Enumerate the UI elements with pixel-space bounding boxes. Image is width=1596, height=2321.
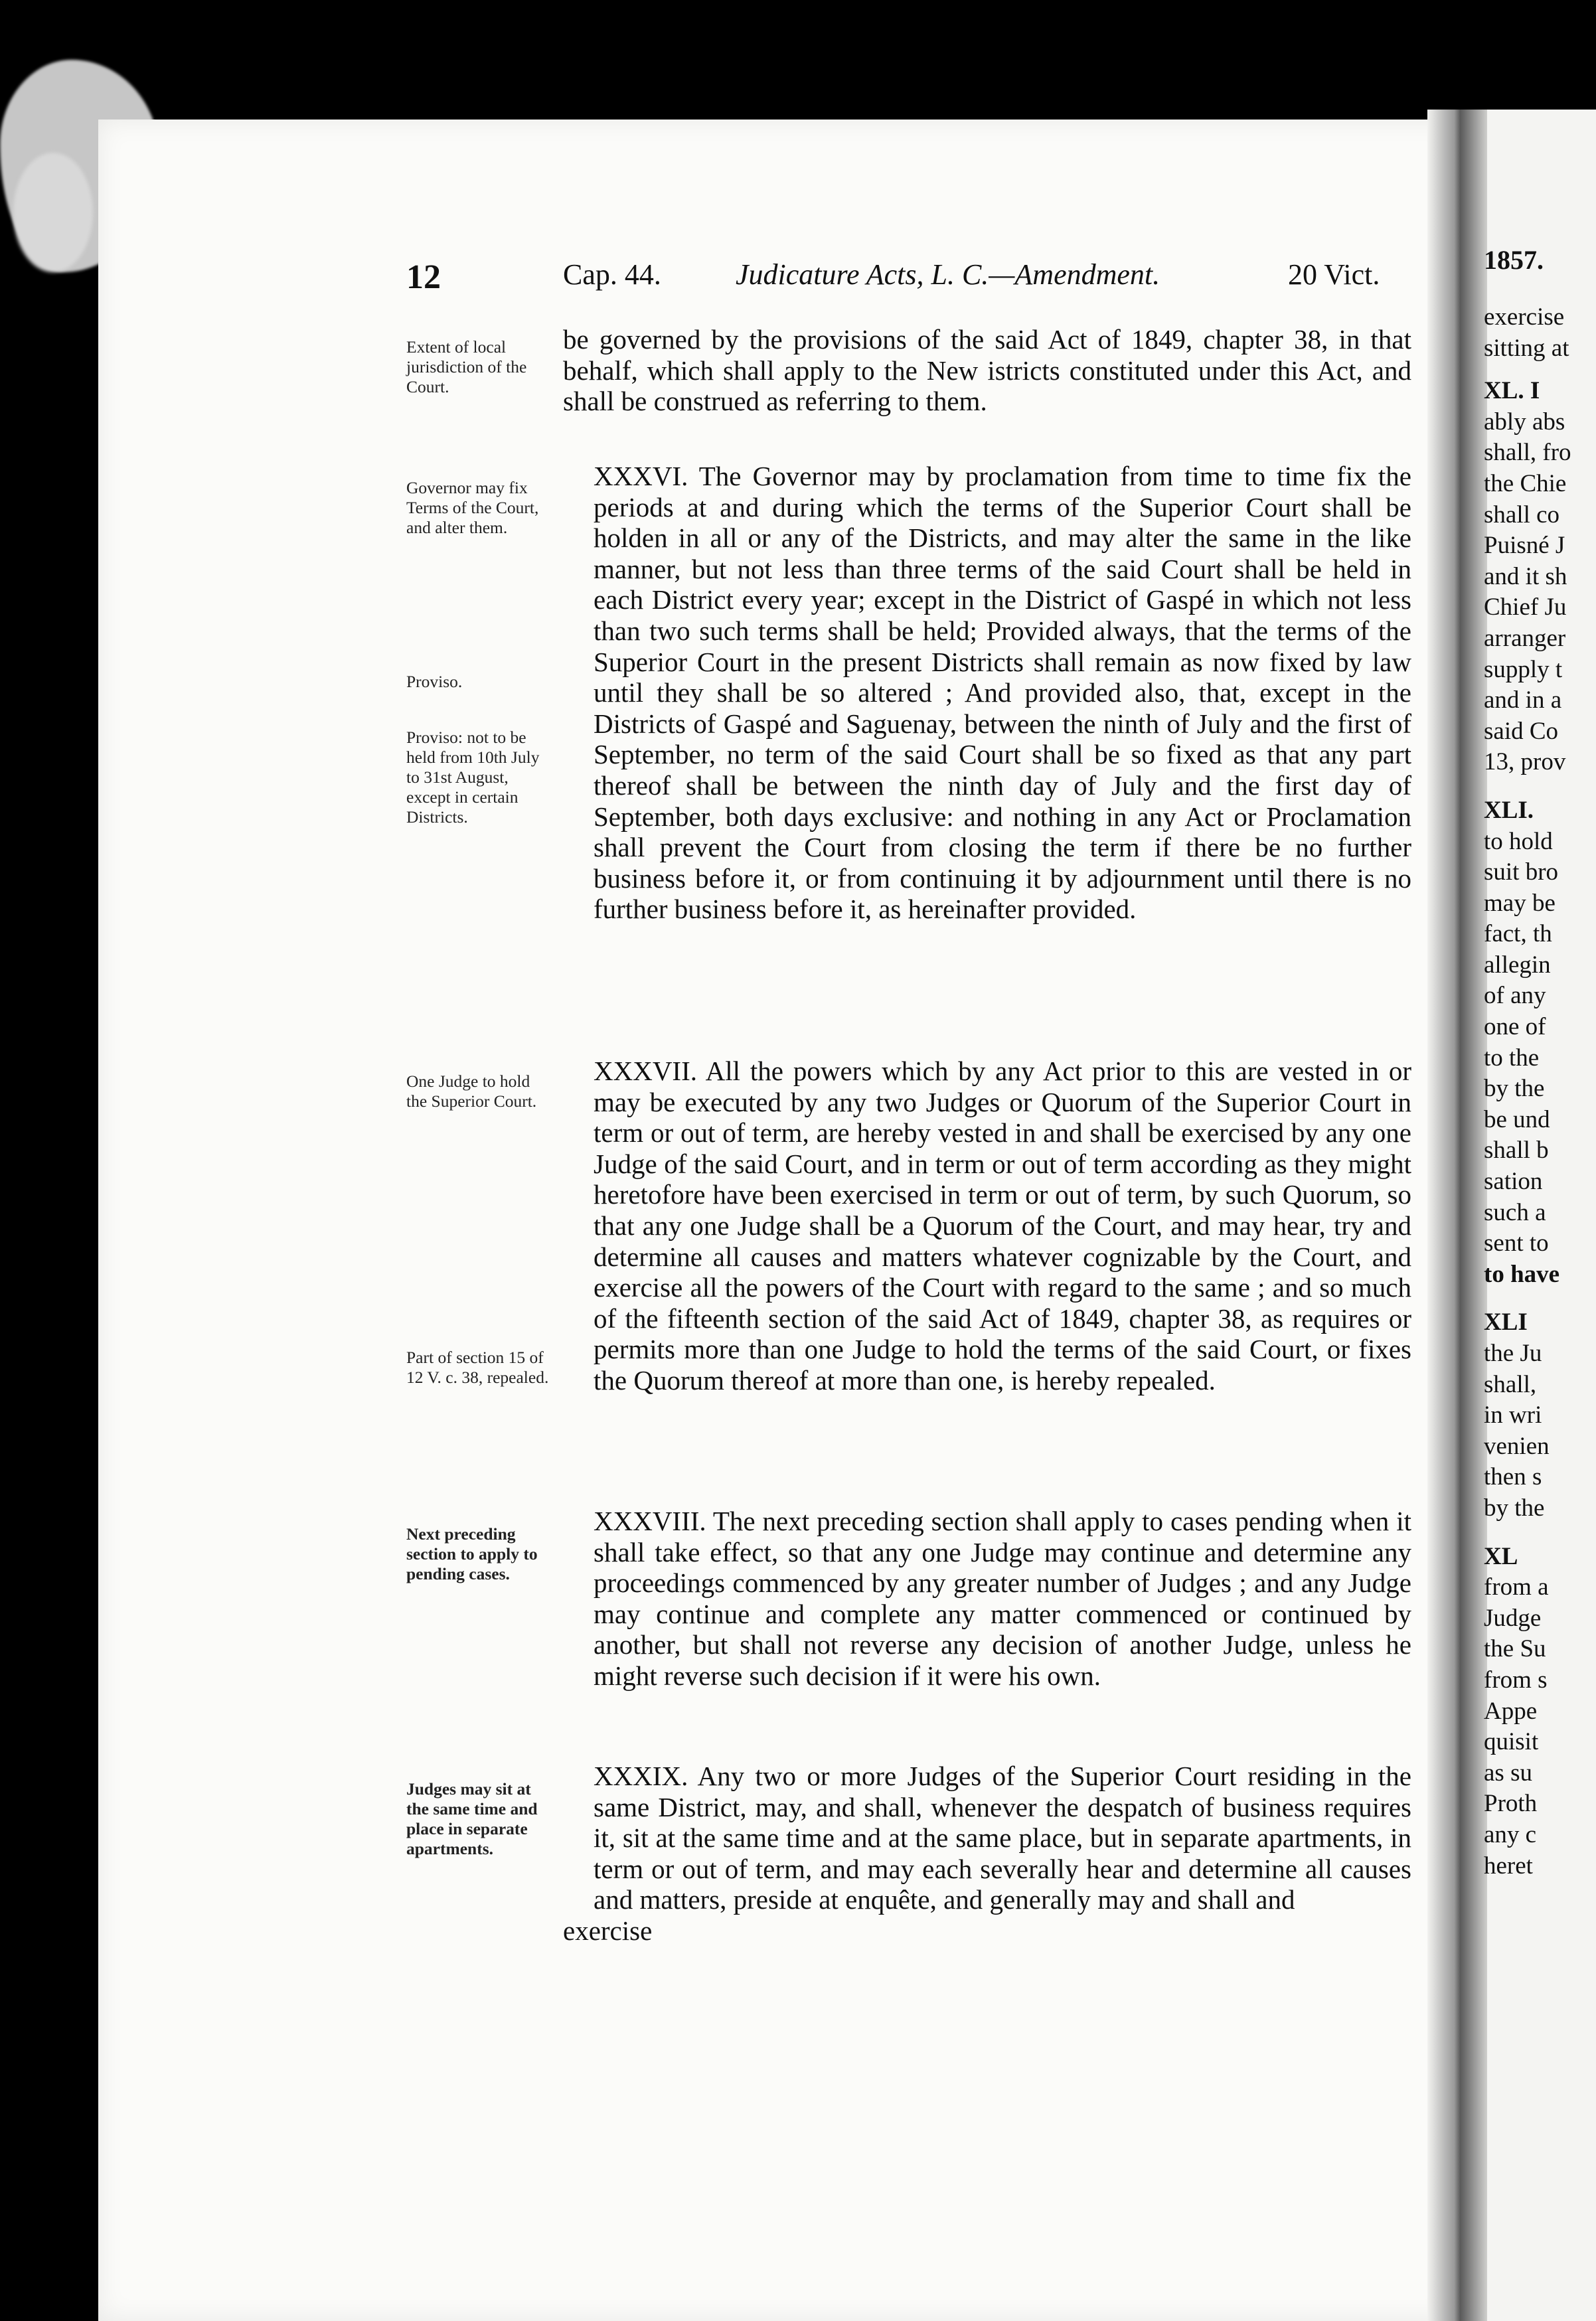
fragment-line: to hold [1484,827,1553,855]
fragment-line: then s [1484,1463,1542,1491]
facing-page-text [1484,302,1596,1881]
fragment-line: one of [1484,1013,1546,1041]
fragment-line: any c [1484,1820,1537,1848]
fragment-line: shall b [1484,1137,1549,1164]
fragment-line: to the [1484,1044,1540,1072]
fragment-line: the Su [1484,1635,1546,1663]
fragment-line: as su [1484,1759,1532,1787]
margin-note: Governor may fix Terms of the Court, and alter them. [406,478,539,537]
running-title: Judicature Acts, L. C.—Amendment. [736,258,1160,291]
fragment-line: to have [1484,1260,1560,1288]
fragment-line: of any [1484,982,1546,1010]
fragment-line: be und [1484,1105,1550,1133]
section-text: XXXVII. All the powers which by any Act prior to this are vested in or may be executed by any two Judges or Quorum of the Superior Court in term or out of term, are hereby vested in and shall be exercised by any one Judge of the said Court, and in term or out of term according as they might heretofore have been exercised in term or out of term, by such Quorum, so that any one Judge shall be a Quorum of the Court, and may hear, try and determine all causes and matters whatever cognizable by the Court, and exercise all the powers of the Court with regard to the same ; and so much of the fifteenth section of the said Act of 1849, chapter 38, as requires or permits more than one Judge to hold the terms of the said Court, or fixes the Quorum thereof at more than one, is hereby repealed. [594,1056,1411,1396]
fragment-line: Appe [1484,1697,1538,1725]
fragment-line: fact, th [1484,920,1552,948]
fragment-line: and in a [1484,686,1562,714]
fragment-line: Puisné J [1484,532,1565,560]
fragment-line: heret [1484,1852,1533,1880]
fragment-line: by the [1484,1075,1545,1103]
fragment-line: Chief Ju [1484,594,1567,621]
book-gutter [1427,110,1487,2321]
catchword: exercise [563,1915,653,1946]
fragment-line: 13, prov [1484,748,1566,776]
section-text: XXXIX. Any two or more Judges of the Superior Court residing in the same District, may, and shall, whenever the despatch of business requires it, sit at the same time and at the same place, but in separate apartments, in term or out of term, and may each severally hear and determine all causes and matters, preside at enquête, and generally may and shall and [594,1761,1411,1915]
fragment-line: suit bro [1484,858,1559,886]
fragment-line: exercise [1484,303,1565,331]
fragment-line: allegin [1484,951,1551,979]
fragment-line: sent to [1484,1230,1549,1257]
section-text: XXXVIII. The next preceding section shall apply to cases pending when it shall take effect, so that any one Judge may continue and determine any proceedings commenced by any greater number of Judges ; and any Judge may continue and complete any matter commenced or continued by another, but shall not reverse any decision of another Judge, unless he might reverse such decision if it were his own. [594,1506,1411,1691]
fragment-line: quisit [1484,1728,1539,1756]
fragment-line: the Chie [1484,469,1567,497]
fragment-line: may be [1484,889,1556,917]
fragment-line: such a [1484,1198,1546,1226]
fragment-line: Proth [1484,1790,1538,1818]
margin-note: Extent of local jurisdiction of the Court. [406,337,527,396]
fragment-line: sitting at [1484,334,1569,362]
section-text: XXXVI. The Governor may by proclamation from time to time fix the periods at and during which the terms of the Superior Court shall be holden in all or any of the Districts, and may alter the same in the like manner, but not less than three terms of the said Court shall be held in each District every year; except in the District of Gaspé in which not less than two such terms shall be held; Provided always, that the terms of the Superior Court in the present Districts shall remain as now fixed by law until they shall be so altered ; And provided also, that, except in the Districts of Gaspé and Saguenay, between the ninth of July and the first of September, no term of the said Court shall be so fixed as that any part thereof shall be between the ninth day of July and the first day of September, both days exclusive: and nothing in any Act or Proclamation shall prevent the Court from closing the term if there be no further business before it, or from continuing it by adjournment until there is no further business before it, as hereinafter provided. [594,461,1411,925]
fragment-line: from a [1484,1573,1549,1601]
fragment-line: XL. I [1484,377,1540,405]
margin-note: One Judge to hold the Superior Court. [406,1072,537,1111]
fragment-line: supply t [1484,655,1563,683]
chapter-label: Cap. 44. [563,258,661,291]
fragment-line: sation [1484,1168,1543,1196]
fragment-line: arranger [1484,624,1566,652]
margin-note: Proviso: not to be held from 10th July to 31st August, except in certain Districts. [406,728,540,827]
margin-note: Proviso. [406,672,463,691]
fragment-line: said Co [1484,717,1559,745]
facing-page-year: 1857. [1484,245,1544,275]
fragment-line: venien [1484,1432,1550,1460]
running-header [0,245,1596,297]
scan-blemish [13,153,93,272]
fragment-line: from s [1484,1666,1548,1694]
section-xxxvi [563,461,1411,925]
fragment-line: Judge [1484,1604,1542,1632]
margin-note: Judges may sit at the same time and place in separate apartments. [406,1779,538,1858]
fragment-line: XL [1484,1542,1518,1570]
fragment-line: the Ju [1484,1340,1542,1367]
section-xxxix [563,1761,1411,1947]
fragment-line: shall, [1484,1370,1537,1398]
fragment-line: shall, fro [1484,439,1571,467]
margin-note: Next preceding section to apply to pending cases. [406,1524,538,1583]
fragment-line: XLI [1484,1309,1528,1336]
fragment-line: by the [1484,1494,1545,1522]
fragment-line: ably abs [1484,408,1565,436]
section-xxxviii [563,1506,1411,1692]
section-xxxvii [563,1056,1411,1396]
fragment-line: and it sh [1484,562,1567,590]
fragment-line: in wri [1484,1401,1542,1429]
section-continuation: be governed by the provisions of the said Act of 1849, chapter 38, in that behalf, which shall apply to the New istricts constituted under this Act, and shall be construed as referring to them. [563,324,1411,417]
regnal-year: 20 Vict. [1288,258,1380,291]
page-number: 12 [406,258,441,296]
fragment-line: XLI. [1484,796,1534,824]
fragment-line: shall co [1484,501,1560,528]
margin-note: Part of section 15 of 12 V. c. 38, repealed. [406,1348,549,1387]
